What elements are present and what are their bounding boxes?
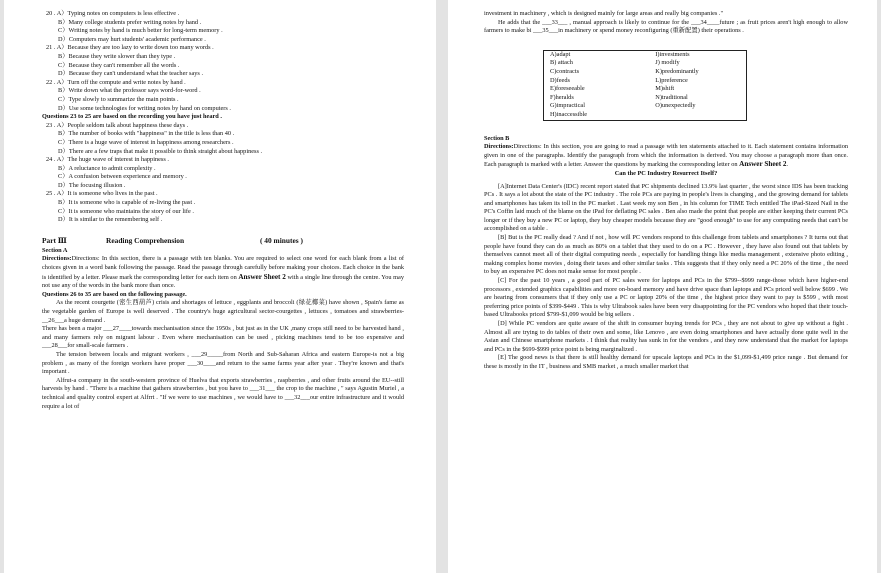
word-bank-cell: B) attach	[550, 59, 573, 67]
question-21-option-d: D）Because they can't understand what the teacher says .	[58, 70, 204, 78]
article-paragraph-b: [B] But is the PC really dead ? And if not , how will PC vendors respond to this challenge from tablets and smartphones ? It turns out that people have found they can do as much as 80% on a tablet that they used to do on a PC . However , they have also found out that tablets by themselves cannot meet all of their digital computing needs , especially for handling things like media management , extensive photo editing , making complex home movies , doing their taxes and other similar tasks . This suggests that if they only need a PC 20% of the time , the need to buy an expensive PC does not make sense for most people .	[484, 234, 848, 276]
part-title: Reading Comprehension	[106, 235, 185, 245]
word-bank-cell: O)unexpectedly	[655, 102, 696, 110]
word-bank-row	[544, 94, 747, 103]
question-23-option-b: B）The number of books with "happiness" in the title is less than 40 .	[58, 130, 235, 138]
article-title: Can the PC Industry Resurrect Itself?	[614, 169, 718, 177]
word-bank-row	[544, 102, 747, 111]
word-bank-row	[544, 85, 747, 94]
word-bank-cell: C)contracts	[550, 67, 580, 75]
word-bank-cell: E)foreseeable	[550, 85, 585, 93]
right-column	[484, 10, 848, 372]
question-25-option-a: 25 . A）It is someone who lives in the past .	[46, 190, 158, 198]
word-bank-cell: A)adapt	[550, 50, 571, 58]
question-24-option-a: 24 . A）The huge wave of interest in happiness .	[46, 156, 169, 164]
question-24-option-d: D）The focusing illusion .	[58, 181, 126, 189]
question-21-option-b: B）Because they write slower than they type .	[58, 52, 176, 60]
part-heading	[42, 236, 404, 246]
article-paragraph-e: [E] The good news is that there is still healthy demand for upscale laptops and PCs in the $1,099-$1,499 price range . But demand for these is mostly in the IT , business and SMB market , a much smaller market that	[484, 354, 848, 370]
question-24-option-b: B）A reluctance to admit complexity .	[58, 164, 156, 172]
question-block	[42, 190, 404, 224]
question-20-option-b: B）Many college students prefer writing notes by hand .	[58, 18, 202, 26]
word-bank-cell: G)impractical	[550, 102, 585, 110]
word-bank-cell: M)shift	[655, 85, 675, 93]
question-20-option-c: C）Writing notes by hand is much better for long-term memory .	[58, 27, 223, 35]
passage-paragraph: There has been a major ___27____towards mechanisation since the 1950s , but just as in the UK ,many crops still need to be harvested hand , and many farmers rely on migrant labour . Even where mechanisation can be used , picking machines tend to be too expensive and ___28___for small-scale farmers .	[42, 325, 404, 350]
passage-paragraph: As the recent courgette (密生西葫芦) crisis and shortages of lettuce , eggplants and broccoli (绿花椰菜) have shown , Spain's fame as the vegetable garden of Europe is well deserved . The country's huge agricultural sector-courgettes , lettuces , tomatoes and strawberries-__26___a huge demand .	[42, 299, 404, 324]
word-bank-cell: D)feeds	[550, 76, 570, 84]
question-22-option-b: B）Write down what the professor says word-for-word .	[58, 87, 201, 95]
question-block	[42, 122, 404, 156]
question-24-option-c: C）A confusion between experience and memory .	[58, 173, 187, 181]
section-b-heading: Section B	[484, 134, 510, 142]
listening-questions-23-25	[42, 122, 404, 225]
word-bank-cell: L)preference	[655, 76, 688, 84]
part-time: ( 40 minutes )	[260, 235, 303, 245]
right-page	[448, 0, 877, 573]
question-22-option-c: C）Type slowly to summarize the main points .	[58, 95, 179, 103]
question-23-option-c: C）There is a huge wave of interest in happiness among researchers .	[58, 138, 234, 146]
question-20-option-d: D）Computers may hurt students' academic performance .	[58, 35, 206, 43]
section-b-directions: Directions:Directions: In this section, you are going to read a passage with ten statements attached to it. Each statement contains information given in one of the paragraphs. Identify the paragraph from which the information is derived. You may choose a paragraph more than once. Each paragraph is marked with a letter. Answer the questions by marking the corresponding letter on Answer Sheet 2.	[484, 143, 848, 169]
question-20-option-a: 20 . A）Typing notes on computers is less effective .	[46, 10, 180, 17]
word-bank-cell: N)traditional	[655, 93, 688, 101]
word-bank-row	[544, 59, 747, 68]
word-bank-cell: F)heralds	[550, 93, 574, 101]
passage-paragraph: The tension between locals and migrant workers , ___29_____from North and Sub-Saharan Africa and eastern Europe-is not a big problem , as many of the foreign workers have proper ___30____and return to the same farms year after year . They're known and that's important .	[42, 350, 404, 376]
questions-23-25-heading: Questions 23 to 25 are based on the recording you have just heard .	[42, 113, 222, 121]
question-25-option-b: B）It is someone who is capable of re-living the past .	[58, 199, 196, 207]
word-bank-row	[544, 111, 747, 120]
passage-continuation: investment in machinery , which is designed mainly for large areas and really big companies ."	[484, 10, 724, 17]
section-a-heading: Section A	[42, 246, 68, 254]
question-21-option-a: 21 . A）Because they are too lazy to write down too many words .	[46, 44, 214, 52]
question-25-option-c: C）It is someone who maintains the story of our life .	[58, 207, 194, 215]
word-bank-cell	[610, 111, 746, 120]
word-bank-cell: K)predominantly	[655, 67, 699, 75]
question-23-option-d: D）There are a few traps that make it possible to think straight about happiness .	[58, 147, 263, 155]
word-bank-row	[544, 68, 747, 77]
word-bank-cell: H)inaccessible	[550, 110, 588, 118]
left-page	[4, 0, 436, 573]
question-block	[42, 79, 404, 113]
answer-sheet-label: Answer Sheet 2	[739, 160, 787, 169]
passage-paragraph: Alfrut-a company in the south-western province of Huelva that exports strawberries , raspberries , and other fruits around the EU--still harvests by hand . "There is a machine that gathers strawberries , but you have to ___31___ the crop to the machine , " says Agustin Muriel , a technical and quality control expert at Alfrrt . "If we were to use machines , we would have to ___32___our entire infrastructure and it would require a lot of	[42, 376, 404, 410]
question-21-option-c: C）Because they can't remember all the words .	[58, 61, 180, 69]
left-column	[42, 10, 404, 411]
word-bank-cell: I)investments	[655, 50, 690, 58]
answer-sheet-label: Answer Sheet 2	[238, 272, 286, 281]
question-25-option-d: D）It is similar to the remembering self .	[58, 216, 163, 224]
question-block	[42, 44, 404, 78]
question-block	[42, 10, 404, 44]
article-paragraph-c: [C] For the past 10 years , a good part of PC sales were for laptops and PCs in the $799--$999 range-those which have higher-end processors , extended graphics capabilities and more on-board memory and have drive space than laptops and PCs priced well below $699 . We are hearing from consumers that if they only use a PC or laptop 20% of the time , the highest price they want to pay is $599 , with most preferring price points of $399-$449 . This is why Ultrabook sales have been very disappointing for the PC vendors who hoped that their touch-based Ultrabooks priced $799-$1,099 would be big sellers .	[484, 277, 848, 319]
passage-continuation: He adds that the ___33___ , manual approach is likely to continue for the ___34____future ; as fruit prices aren't high enough to allow farmers to make bi ___35___in machinery or spend money reconfiguring (重新配置) their operations .	[484, 18, 848, 35]
section-a-directions: Directions:Directions: In this section, there is a passage with ten blanks. You are required to select one word for each blank from a list of choices given in a word bank following the passage. Read the passage through carefully before making your choices. Each choice in the bank is identified by a letter. Please mark the corresponding letter for each item on Answer Sheet 2 with a single line through the centre. You may not use any of the words in the bank more than once.	[42, 255, 404, 290]
question-22-option-d: D）Use some technologies for writing notes by hand on computers .	[58, 104, 231, 112]
question-23-option-a: 23 . A）People seldom talk about happiness these days .	[46, 121, 189, 129]
article-paragraph-a: [A]Internet Data Center's (IDC) recent report stated that PC shipments declined 13.9% last quarter , the worst since IDS has been tracking PCs . It says a lot about the state of the PC industry . The role PCs are paying in people's lives is changing , and the growing demand for tablets and smartphones has taken its toll in the PC market . Last week my son Ben , in his column for TIME Tech entitled The iPad-Sized Nail in the PC's Coffin laid much of the blame on the iPad for deflating PC sales . Ben also made the point that people are either keeping their current PCs longer or if they buy a new PC or laptop, they buy cheaper models because they are "good enough" to use for any computing needs that can't be accomplished on a table .	[484, 182, 848, 233]
listening-questions-20-22	[42, 10, 404, 113]
question-block	[42, 156, 404, 190]
word-bank-table	[543, 50, 747, 121]
part-label: Part Ⅲ	[42, 235, 67, 245]
word-bank-row	[544, 50, 747, 59]
question-22-option-a: 22 . A）Turn off the compute and write notes by hand .	[46, 78, 186, 86]
questions-26-35-heading: Questions 26 to 35 are based on the following passage.	[42, 290, 187, 298]
word-bank-row	[544, 77, 747, 86]
article-paragraph-d: [D] While PC vendors are quite aware of the shift in consumer buying trends for PCs , they are not about to give up without a fight . Almost all are trying to do tables of their own and some, like Lenovo , are even doing smartphones and have actually done quite well in the Asian and Chinese smartphone markets . I think that reality has sunk in for the vendors , and they now understand that the market for laptops and PCs in the $699-$999 price point is being marginalized .	[484, 320, 848, 353]
word-bank-cell: J) modify	[655, 59, 680, 67]
